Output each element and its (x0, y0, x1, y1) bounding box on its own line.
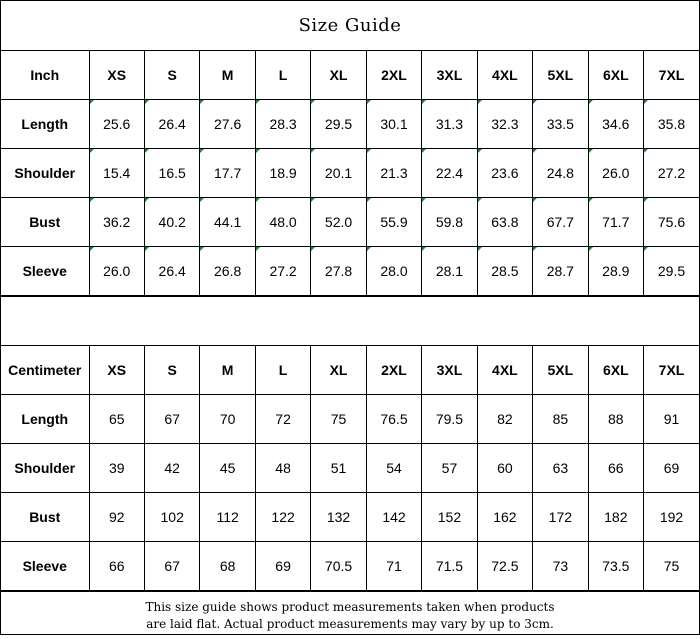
size-header: 5XL (533, 51, 588, 100)
measurement-value: 85 (533, 395, 588, 444)
measurement-value: 34.6 (588, 100, 643, 149)
measurement-value: 21.3 (366, 149, 421, 198)
measurement-value: 57 (422, 444, 477, 493)
measurement-value: 48 (255, 444, 310, 493)
measurement-value: 132 (311, 493, 366, 542)
measurement-value: 75 (311, 395, 366, 444)
note-line-1: This size guide shows product measurements taken when products (145, 599, 555, 614)
measurement-value: 63.8 (477, 198, 532, 247)
measurement-value: 75.6 (644, 198, 699, 247)
measurement-value: 66 (588, 444, 643, 493)
measurement-value: 70 (200, 395, 255, 444)
measurement-value: 76.5 (366, 395, 421, 444)
measurement-label: Bust (1, 493, 89, 542)
measurement-note (1, 591, 699, 639)
measurement-value: 39 (89, 444, 144, 493)
header-row (1, 51, 699, 100)
measurement-value: 26.8 (200, 247, 255, 296)
measurement-value: 75 (644, 542, 699, 591)
measurement-value: 23.6 (477, 149, 532, 198)
measurement-value: 92 (89, 493, 144, 542)
measurement-value: 26.4 (144, 247, 199, 296)
unit-label: Inch (1, 51, 89, 100)
measurement-value: 31.3 (422, 100, 477, 149)
measurement-value: 22.4 (422, 149, 477, 198)
measurement-value: 27.6 (200, 100, 255, 149)
measurement-value: 88 (588, 395, 643, 444)
measurement-value: 142 (366, 493, 421, 542)
size-header: 3XL (422, 346, 477, 395)
size-header: 5XL (533, 346, 588, 395)
measurement-value: 26.0 (588, 149, 643, 198)
measurement-value: 70.5 (311, 542, 366, 591)
measurement-value: 63 (533, 444, 588, 493)
measurement-value: 48.0 (255, 198, 310, 247)
note-line-2: are laid flat. Actual product measurements may vary by up to 3cm. (146, 616, 554, 631)
measurement-value: 28.0 (366, 247, 421, 296)
table-row (1, 444, 699, 493)
table-row (1, 542, 699, 591)
measurement-value: 26.4 (144, 100, 199, 149)
measurement-label: Sleeve (1, 542, 89, 591)
inch-size-table (1, 51, 699, 296)
size-header: 7XL (644, 346, 699, 395)
measurement-value: 72.5 (477, 542, 532, 591)
size-header: 6XL (588, 51, 643, 100)
measurement-value: 69 (644, 444, 699, 493)
page-title: Size Guide (1, 1, 699, 51)
measurement-value: 27.2 (644, 149, 699, 198)
size-header: L (255, 346, 310, 395)
measurement-value: 42 (144, 444, 199, 493)
size-header: S (144, 346, 199, 395)
table-row (1, 395, 699, 444)
measurement-value: 67.7 (533, 198, 588, 247)
measurement-value: 17.7 (200, 149, 255, 198)
measurement-value: 68 (200, 542, 255, 591)
measurement-value: 91 (644, 395, 699, 444)
measurement-value: 27.2 (255, 247, 310, 296)
measurement-value: 172 (533, 493, 588, 542)
measurement-value: 29.5 (311, 100, 366, 149)
table-spacer (1, 296, 699, 346)
measurement-value: 51 (311, 444, 366, 493)
size-header: XS (89, 346, 144, 395)
size-header: 4XL (477, 346, 532, 395)
measurement-label: Length (1, 395, 89, 444)
measurement-label: Shoulder (1, 444, 89, 493)
table-row (1, 198, 699, 247)
size-header: XL (311, 51, 366, 100)
measurement-label: Bust (1, 198, 89, 247)
measurement-value: 24.8 (533, 149, 588, 198)
measurement-value: 27.8 (311, 247, 366, 296)
size-header: M (200, 51, 255, 100)
measurement-value: 67 (144, 395, 199, 444)
measurement-label: Shoulder (1, 149, 89, 198)
measurement-value: 44.1 (200, 198, 255, 247)
measurement-value: 59.8 (422, 198, 477, 247)
measurement-value: 16.5 (144, 149, 199, 198)
unit-label: Centimeter (1, 346, 89, 395)
measurement-value: 28.1 (422, 247, 477, 296)
measurement-value: 72 (255, 395, 310, 444)
size-header: 6XL (588, 346, 643, 395)
table-row (1, 493, 699, 542)
measurement-value: 73 (533, 542, 588, 591)
measurement-value: 66 (89, 542, 144, 591)
measurement-label: Sleeve (1, 247, 89, 296)
measurement-value: 33.5 (533, 100, 588, 149)
measurement-value: 30.1 (366, 100, 421, 149)
measurement-label: Length (1, 100, 89, 149)
size-header: M (200, 346, 255, 395)
measurement-value: 28.9 (588, 247, 643, 296)
size-header: 4XL (477, 51, 532, 100)
size-header: XL (311, 346, 366, 395)
table-row (1, 100, 699, 149)
measurement-value: 152 (422, 493, 477, 542)
measurement-value: 54 (366, 444, 421, 493)
measurement-value: 28.3 (255, 100, 310, 149)
measurement-value: 65 (89, 395, 144, 444)
measurement-value: 67 (144, 542, 199, 591)
measurement-value: 71 (366, 542, 421, 591)
measurement-value: 71.7 (588, 198, 643, 247)
measurement-value: 71.5 (422, 542, 477, 591)
measurement-value: 192 (644, 493, 699, 542)
table-row (1, 149, 699, 198)
measurement-value: 18.9 (255, 149, 310, 198)
size-header: 2XL (366, 51, 421, 100)
measurement-value: 112 (200, 493, 255, 542)
measurement-value: 32.3 (477, 100, 532, 149)
measurement-value: 15.4 (89, 149, 144, 198)
measurement-value: 35.8 (644, 100, 699, 149)
measurement-value: 52.0 (311, 198, 366, 247)
table-row (1, 247, 699, 296)
measurement-value: 122 (255, 493, 310, 542)
measurement-value: 28.5 (477, 247, 532, 296)
measurement-value: 29.5 (644, 247, 699, 296)
size-header: 2XL (366, 346, 421, 395)
size-header: L (255, 51, 310, 100)
header-row (1, 346, 699, 395)
measurement-value: 40.2 (144, 198, 199, 247)
measurement-value: 45 (200, 444, 255, 493)
size-header: 3XL (422, 51, 477, 100)
measurement-value: 82 (477, 395, 532, 444)
measurement-value: 28.7 (533, 247, 588, 296)
centimeter-size-table (1, 346, 699, 591)
measurement-value: 73.5 (588, 542, 643, 591)
measurement-value: 26.0 (89, 247, 144, 296)
measurement-value: 69 (255, 542, 310, 591)
measurement-value: 162 (477, 493, 532, 542)
measurement-value: 182 (588, 493, 643, 542)
measurement-value: 60 (477, 444, 532, 493)
size-header: S (144, 51, 199, 100)
measurement-value: 102 (144, 493, 199, 542)
size-header: 7XL (644, 51, 699, 100)
measurement-value: 55.9 (366, 198, 421, 247)
measurement-value: 79.5 (422, 395, 477, 444)
measurement-value: 25.6 (89, 100, 144, 149)
measurement-value: 36.2 (89, 198, 144, 247)
measurement-value: 20.1 (311, 149, 366, 198)
size-header: XS (89, 51, 144, 100)
